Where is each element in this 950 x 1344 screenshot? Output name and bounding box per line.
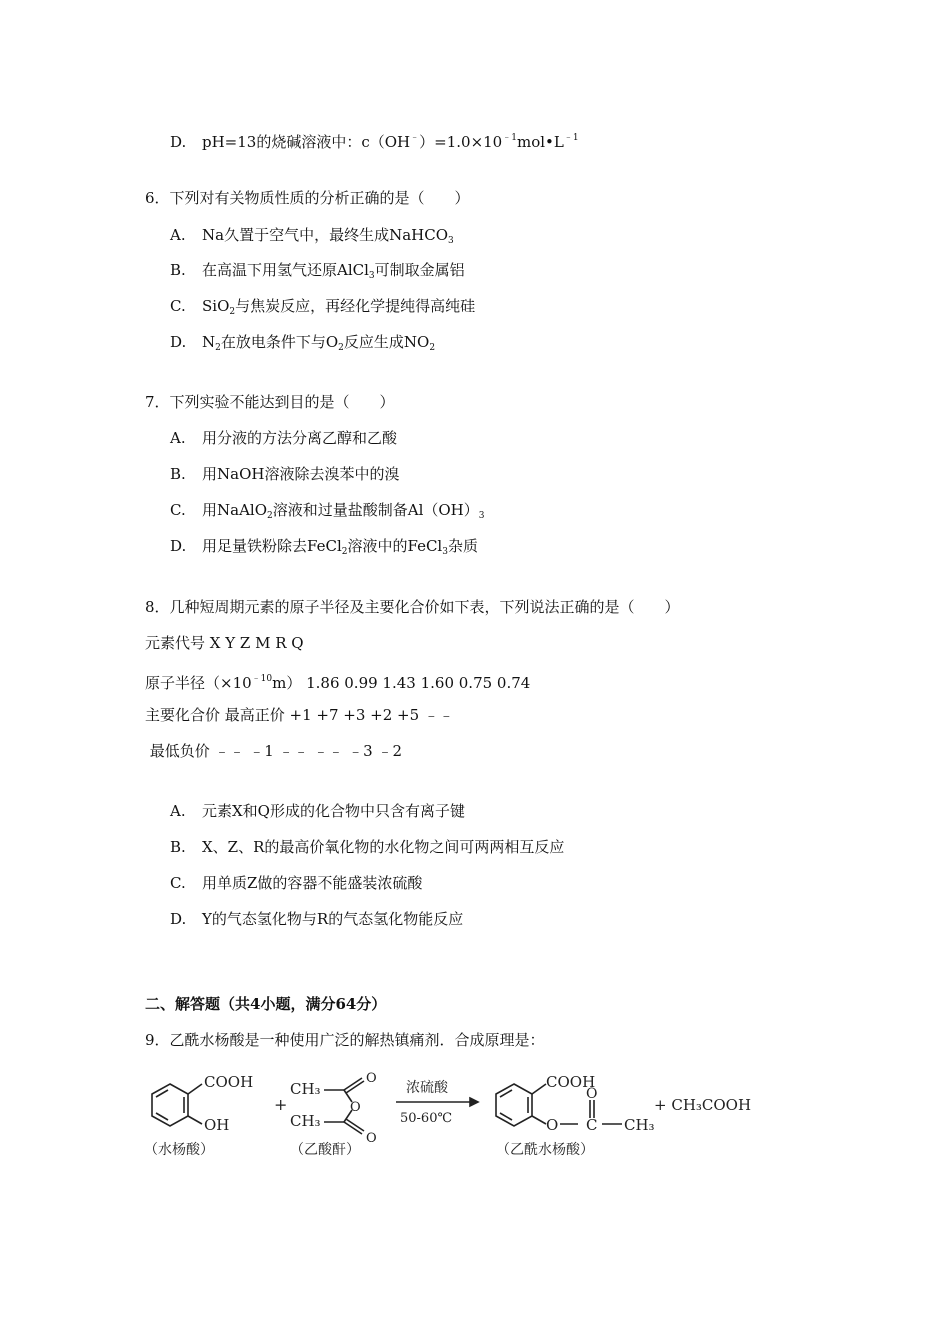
- subscript: 2: [229, 307, 236, 317]
- q6-option-b: [170, 260, 465, 286]
- reaction-arrow: [396, 1098, 478, 1106]
- text: ）=1.0×10: [419, 133, 503, 151]
- aspirin-c: C: [586, 1116, 598, 1134]
- text: 溶液和过量盐酸制备Al（OH）: [272, 501, 479, 519]
- subscript: 2: [267, 511, 273, 521]
- q8-option-d: [170, 909, 463, 929]
- anhydride-o-bottom: O: [366, 1131, 377, 1146]
- condition-temperature: 50-60℃: [400, 1111, 453, 1126]
- q8-stem: 8．几种短周期元素的原子半径及主要化合价如下表，下列说法正确的是（ ）: [145, 598, 680, 616]
- subscript: 3: [442, 547, 448, 557]
- q8-table-row-radius: [145, 669, 530, 693]
- option-label: C.: [170, 297, 186, 315]
- section-title: 二、解答题（共4小题，满分64分）: [145, 995, 387, 1013]
- subscript: 2: [429, 343, 436, 353]
- subscript: 3: [478, 511, 485, 521]
- text: 溶液中的FeCl: [347, 537, 443, 555]
- option-label: D.: [170, 910, 187, 928]
- q8-table-row-min-valence: 最低负价 ﹣﹣ ﹣1 ﹣﹣ ﹣﹣ ﹣3 ﹣2: [145, 742, 403, 760]
- q6-option-c: [170, 296, 475, 322]
- text: 用单质Z做的容器不能盛装浓硫酸: [202, 874, 423, 892]
- text: 用分液的方法分离乙醇和乙酸: [202, 429, 398, 447]
- text: X、Z、R的最高价氧化物的水化物之间可两两相互反应: [202, 838, 565, 856]
- q9-stem: 9．乙酰水杨酸是一种使用广泛的解热镇痛剂．合成原理是：: [145, 1031, 545, 1049]
- plus-sign: +: [274, 1095, 288, 1114]
- q5-option-d: [170, 128, 579, 152]
- text: 与焦炭反应，再经化学提纯得高纯硅: [235, 297, 476, 315]
- text: m） 1.86 0.99 1.43 1.60 0.75 0.74: [272, 674, 531, 692]
- acetic-anhydride-label: （乙酸酐）: [290, 1142, 360, 1158]
- option-label: D.: [170, 537, 187, 555]
- subscript: 3: [448, 236, 454, 246]
- aspirin-label: （乙酰水杨酸）: [496, 1142, 594, 1158]
- q7-option-c: [170, 500, 484, 526]
- text: Na久置于空气中，最终生成NaHCO: [202, 226, 448, 244]
- text: 用NaAlO: [202, 501, 267, 519]
- salicylic-oh: OH: [204, 1116, 230, 1134]
- option-label: B.: [170, 838, 186, 856]
- text: 用NaOH溶液除去溴苯中的溴: [202, 465, 400, 483]
- q7-option-b: [170, 464, 399, 484]
- q8-table-row-max-valence: 主要化合价 最高正价 +1 +7 +3 +2 +5 ﹣﹣: [145, 706, 454, 724]
- option-label: D.: [170, 133, 187, 151]
- text: 元素X和Q形成的化合物中只含有离子键: [202, 802, 465, 820]
- text: 反应生成NO: [343, 333, 430, 351]
- salicylic-cooh: COOH: [204, 1073, 254, 1091]
- subscript: 2: [338, 343, 344, 353]
- superscript: ﹣: [410, 133, 420, 143]
- option-label: D.: [170, 333, 187, 351]
- anhydride-o-bridge: O: [350, 1100, 361, 1115]
- condition-catalyst: 浓硫酸: [406, 1080, 448, 1096]
- aspirin-o-double: O: [586, 1086, 598, 1102]
- byproduct-acetic-acid: + CH₃COOH: [654, 1096, 752, 1114]
- subscript: 2: [341, 547, 348, 557]
- superscript: ﹣10: [251, 674, 273, 684]
- text: 杂质: [447, 537, 478, 555]
- anhydride-ch3-bottom: CH₃: [290, 1112, 321, 1130]
- text: 可制取金属铝: [374, 261, 465, 279]
- salicylic-acid-label: （水杨酸）: [144, 1142, 214, 1158]
- anhydride-o-top: O: [366, 1071, 377, 1086]
- text: 用足量铁粉除去FeCl: [202, 537, 342, 555]
- q8-option-a: [170, 801, 465, 821]
- option-label: A.: [170, 226, 186, 244]
- text: SiO: [202, 297, 230, 315]
- q8-option-c: [170, 873, 422, 893]
- text: N: [202, 333, 216, 351]
- q8-option-b: [170, 837, 564, 857]
- aspirin-o: O: [546, 1116, 559, 1134]
- option-label: C.: [170, 874, 186, 892]
- option-label: B.: [170, 261, 186, 279]
- reaction-scheme: [140, 1062, 760, 1162]
- option-label: A.: [170, 802, 186, 820]
- text: 原子半径（×10: [145, 674, 252, 692]
- text: 在高温下用氢气还原AlCl: [202, 261, 369, 279]
- text: pH=13的烧碱溶液中：c（OH: [202, 133, 411, 151]
- q8-table-row-codes: 元素代号 X Y Z M R Q: [145, 634, 304, 652]
- salicylic-acid-structure: [152, 1084, 202, 1126]
- q7-option-a: [170, 428, 397, 448]
- q6-stem: 6．下列对有关物质性质的分析正确的是（ ）: [145, 189, 470, 207]
- subscript: 3: [368, 271, 375, 281]
- option-label: C.: [170, 501, 186, 519]
- aspirin-ch3: CH₃: [624, 1116, 655, 1134]
- q6-option-d: [170, 332, 435, 358]
- q7-stem: 7．下列实验不能达到目的是（ ）: [145, 393, 395, 411]
- text: 在放电条件下与O: [220, 333, 339, 351]
- q7-option-d: [170, 536, 478, 562]
- text: mol•L: [516, 133, 564, 151]
- anhydride-ch3-top: CH₃: [290, 1080, 321, 1098]
- option-label: A.: [170, 429, 186, 447]
- text: Y的气态氢化物与R的气态氢化物能反应: [202, 910, 464, 928]
- superscript: ﹣1: [563, 133, 579, 143]
- superscript: ﹣1: [502, 133, 517, 143]
- aspirin-cooh: COOH: [546, 1073, 596, 1091]
- subscript: 2: [215, 343, 221, 353]
- q6-option-a: [170, 225, 454, 251]
- option-label: B.: [170, 465, 186, 483]
